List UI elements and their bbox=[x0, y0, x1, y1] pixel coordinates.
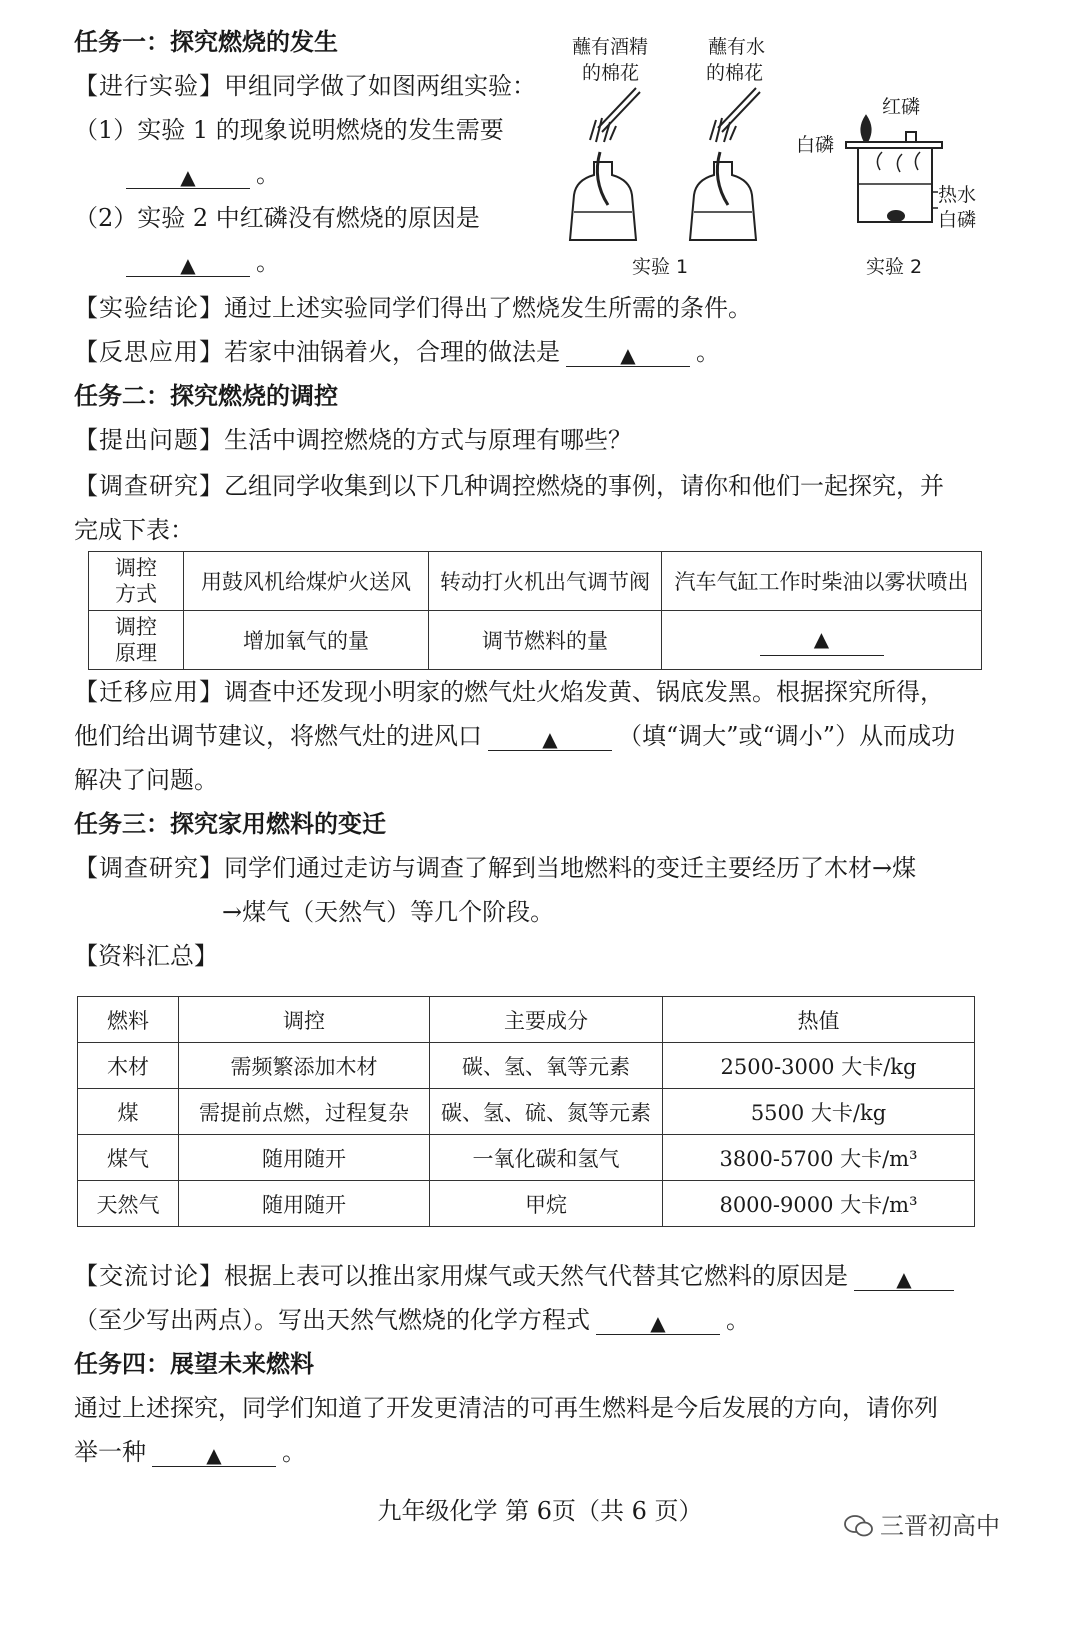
transfer-line-1 bbox=[74, 676, 944, 708]
table-cell: 转动打火机出气调节阀 bbox=[429, 552, 662, 611]
row-header-method: 调控 方式 bbox=[89, 552, 184, 611]
answer-blank-6[interactable]: ▲ bbox=[854, 1264, 954, 1291]
task3-survey-line bbox=[74, 852, 916, 884]
task2-survey-text-2: 完成下表： bbox=[74, 516, 194, 544]
fuel-table bbox=[77, 996, 975, 1227]
data-summary-tag: 【资料汇总】 bbox=[74, 942, 218, 970]
caption-experiment-1: 实验 1 bbox=[632, 256, 689, 278]
answer-blank-4[interactable]: ▲ bbox=[760, 629, 884, 656]
discussion-line-1 bbox=[74, 1260, 960, 1292]
experiment-tag: 【进行实验】 bbox=[74, 72, 224, 100]
task2-question-text: 生活中调控燃烧的方式与原理有哪些？ bbox=[224, 426, 632, 454]
table-cell-blank bbox=[662, 611, 982, 670]
label-alcohol-cotton-2: 的棉花 bbox=[582, 62, 640, 84]
table-row: 煤 需提前点燃，过程复杂 碳、氢、硫、氮等元素 5500 大卡/kg bbox=[78, 1089, 975, 1135]
task4-heading: 任务四：展望未来燃料 bbox=[74, 1350, 314, 1378]
answer-blank-1[interactable]: ▲ bbox=[126, 162, 250, 189]
discussion-line-2: （至少写出两点）。写出天然气燃烧的化学方程式 ▲ 。 bbox=[74, 1306, 750, 1335]
label-alcohol-cotton-1: 蘸有酒精 bbox=[572, 36, 649, 58]
table-row: 天然气 随用随开 甲烷 8000-9000 大卡/m³ bbox=[78, 1181, 975, 1227]
task4-text-1: 通过上述探究，同学们知道了开发更清洁的可再生燃料是今后发展的方向，请你列 bbox=[74, 1394, 938, 1422]
table-cell: 调节燃料的量 bbox=[429, 611, 662, 670]
tongs-1 bbox=[598, 88, 640, 132]
table-cell: 增加氧气的量 bbox=[184, 611, 429, 670]
task2-survey-text: 乙组同学收集到以下几种调控燃烧的事例，请你和他们一起探究，并 bbox=[224, 472, 944, 500]
reflection-tag: 【反思应用】 bbox=[74, 338, 224, 366]
conclusion-tag: 【实验结论】 bbox=[74, 294, 224, 322]
header-control: 调控 bbox=[179, 997, 430, 1043]
answer-1-line: ▲ 。 bbox=[120, 158, 280, 190]
discussion-tag: 【交流讨论】 bbox=[74, 1262, 224, 1290]
label-red-phosphorus: 红磷 bbox=[882, 96, 921, 118]
answer-2-line: ▲ 。 bbox=[120, 246, 280, 278]
conclusion-line bbox=[74, 292, 752, 324]
task4-line-2: 举一种 ▲ 。 bbox=[74, 1438, 306, 1467]
table-cell: 汽车气缸工作时柴油以雾状喷出 bbox=[662, 552, 982, 611]
row-header-principle: 调控 原理 bbox=[89, 611, 184, 670]
transfer-tag: 【迁移应用】 bbox=[74, 678, 224, 706]
question-2: （2）实验 2 中红磷没有燃烧的原因是 bbox=[74, 204, 480, 232]
transfer-text-1: 调查中还发现小明家的燃气灶火焰发黄、锅底发黑。根据探究所得， bbox=[224, 678, 944, 706]
reflection-text: 若家中油锅着火，合理的做法是 bbox=[224, 338, 560, 366]
task2-survey-tag: 【调查研究】 bbox=[74, 472, 224, 500]
task3-survey-tag: 【调查研究】 bbox=[74, 854, 224, 882]
answer-blank-2[interactable]: ▲ bbox=[126, 250, 250, 277]
task1-heading: 任务一：探究燃烧的发生 bbox=[74, 28, 338, 56]
wechat-icon bbox=[844, 1514, 874, 1538]
watermark-text: 三晋初高中 bbox=[880, 1512, 1000, 1540]
task2-question-line bbox=[74, 424, 632, 456]
watermark bbox=[844, 1506, 1000, 1541]
label-white-phosphorus-bottom: 白磷 bbox=[938, 209, 977, 231]
table-header-row bbox=[78, 997, 975, 1043]
header-fuel: 燃料 bbox=[78, 997, 179, 1043]
tongs-2 bbox=[718, 88, 760, 132]
task1-experiment-line bbox=[74, 70, 536, 102]
task3-heading: 任务三：探究家用燃料的变迁 bbox=[74, 810, 386, 838]
answer-blank-5[interactable]: ▲ bbox=[488, 724, 612, 751]
label-white-phosphorus-top: 白磷 bbox=[796, 134, 835, 156]
table-row bbox=[89, 611, 982, 670]
answer-blank-7[interactable]: ▲ bbox=[596, 1308, 720, 1335]
task2-heading: 任务二：探究燃烧的调控 bbox=[74, 382, 338, 410]
answer-blank-8[interactable]: ▲ bbox=[152, 1440, 276, 1467]
task3-survey-text: 同学们通过走访与调查了解到当地燃料的变迁主要经历了木材→煤 bbox=[224, 854, 917, 882]
table-cell: 用鼓风机给煤炉火送风 bbox=[184, 552, 429, 611]
alcohol-lamp-1 bbox=[570, 162, 636, 240]
label-hot-water: 热水 bbox=[938, 184, 977, 206]
experiment-figure bbox=[540, 80, 1020, 250]
experiment-text: 甲组同学做了如图两组实验： bbox=[224, 72, 536, 100]
page-footer: 九年级化学 第 6页（共 6 页） bbox=[377, 1497, 703, 1525]
task2-survey-line bbox=[74, 470, 944, 502]
question-1: （1）实验 1 的现象说明燃烧的发生需要 bbox=[74, 116, 504, 144]
header-heat-value: 热值 bbox=[663, 997, 975, 1043]
table-row bbox=[89, 552, 982, 611]
transfer-line-3: 解决了问题。 bbox=[74, 766, 218, 794]
header-component: 主要成分 bbox=[430, 997, 663, 1043]
alcohol-lamp-2 bbox=[690, 162, 756, 240]
copper-plate bbox=[846, 142, 942, 148]
task2-question-tag: 【提出问题】 bbox=[74, 426, 224, 454]
caption-experiment-2: 实验 2 bbox=[866, 256, 923, 278]
conclusion-text: 通过上述实验同学们得出了燃烧发生所需的条件。 bbox=[224, 294, 752, 322]
task3-survey-text-2: →煤气（天然气）等几个阶段。 bbox=[222, 898, 555, 926]
answer-blank-3[interactable]: ▲ bbox=[566, 340, 690, 367]
discussion-text-1: 根据上表可以推出家用煤气或天然气代替其它燃料的原因是 bbox=[224, 1262, 848, 1290]
table-row: 煤气 随用随开 一氧化碳和氢气 3800-5700 大卡/m³ bbox=[78, 1135, 975, 1181]
label-water-cotton-1: 蘸有水 bbox=[708, 36, 766, 58]
label-water-cotton-2: 的棉花 bbox=[706, 62, 764, 84]
control-table bbox=[88, 551, 982, 670]
transfer-line-2: 他们给出调节建议，将燃气灶的进风口 ▲ （填“调大”或“调小”）从而成功 bbox=[74, 722, 956, 751]
table-row: 木材 需频繁添加木材 碳、氢、氧等元素 2500-3000 大卡/kg bbox=[78, 1043, 975, 1089]
reflection-line: 【反思应用】若家中油锅着火，合理的做法是 ▲ 。 bbox=[74, 338, 720, 367]
flame bbox=[861, 116, 870, 140]
